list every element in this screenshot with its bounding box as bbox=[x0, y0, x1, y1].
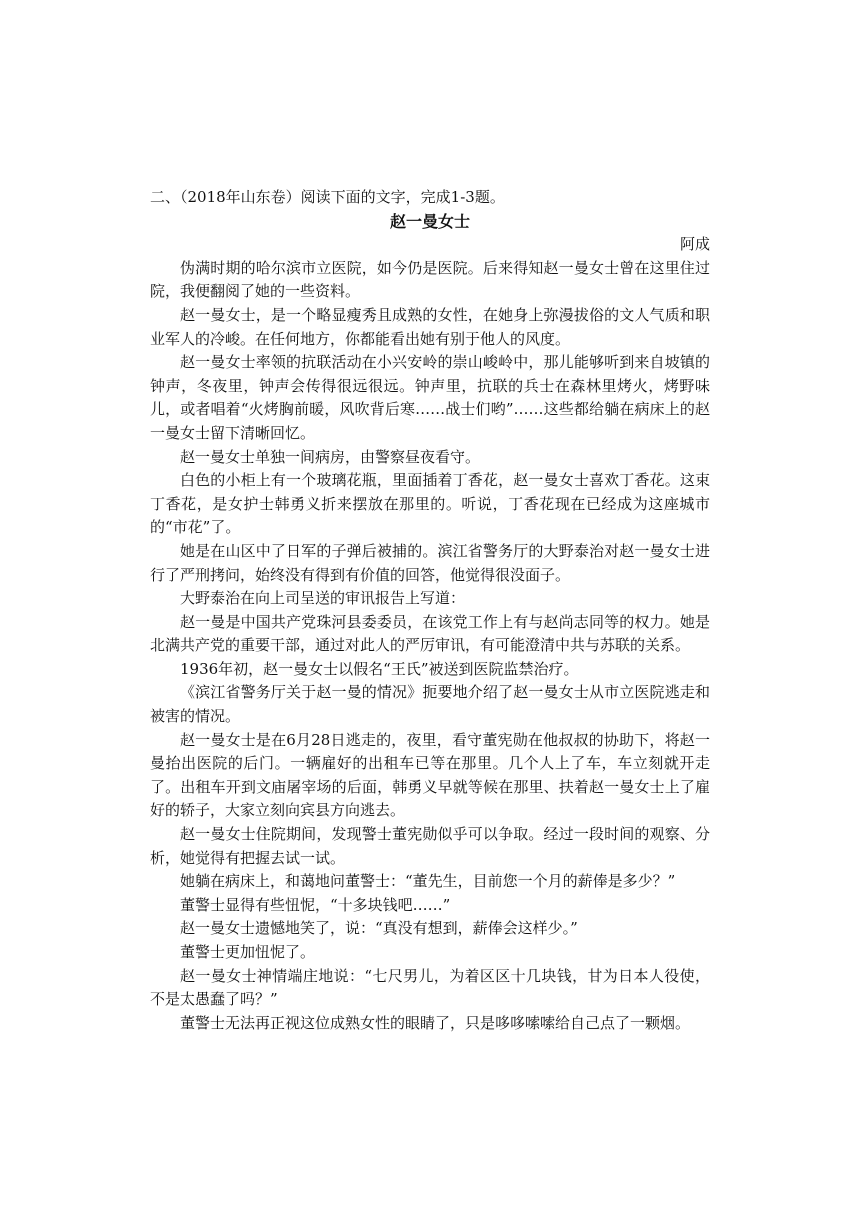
article-author: 阿成 bbox=[679, 235, 710, 254]
paragraph: 大野泰治在向上司呈送的审讯报告上写道： bbox=[180, 589, 466, 608]
paragraph: 赵一曼女士神情端庄地说：“七尺男儿，为着区区十几块钱，甘为日本人役使，不是太愚蠢了吗？” bbox=[150, 966, 710, 1009]
article-title: 赵一曼女士 bbox=[389, 211, 470, 231]
paragraph: 赵一曼女士，是一个略显瘦秀且成熟的女性，在她身上弥漫拔俗的文人气质和职业军人的冷峻。在任何地方，你都能看出她有别于他人的风度。 bbox=[150, 305, 710, 348]
paragraph: 赵一曼女士单独一间病房，由警察昼夜看守。 bbox=[180, 447, 481, 466]
paragraph: 她躺在病床上，和蔼地问董警士：“董先生，目前您一个月的薪俸是多少？” bbox=[180, 872, 676, 891]
document-page bbox=[150, 186, 710, 1035]
paragraph: 她是在山区中了日军的子弹后被捕的。滨江省警务厅的大野泰治对赵一曼女士进行了严刑拷问，始终没有得到有价值的回答，他觉得很没面子。 bbox=[150, 541, 710, 584]
paragraph: 董警士显得有些忸怩，“十多块钱吧……” bbox=[180, 895, 451, 914]
paragraph: 赵一曼女士遗憾地笑了，说：“真没有想到，薪俸会这样少。” bbox=[180, 919, 578, 938]
paragraph: 赵一曼女士率领的抗联活动在小兴安岭的崇山峻岭中，那儿能够听到来自坡镇的钟声，冬夜里，钟声会传得很远很远。钟声里，抗联的兵士在森林里烤火，烤野味儿，或者唱着“火烤胸前暖，风吹背后寒……战士们哟”……这些都给躺在病床上的赵一曼女士留下清晰回忆。 bbox=[150, 353, 710, 442]
question-heading: 二、（2018年山东卷）阅读下面的文字，完成1-3题。 bbox=[150, 188, 505, 206]
paragraph: 白色的小柜上有一个玻璃花瓶，里面插着丁香花，赵一曼女士喜欢丁香花。这束丁香花，是女护士韩勇义折来摆放在那里的。听说，丁香花现在已经成为这座城市的“市花”了。 bbox=[150, 471, 710, 537]
paragraph: 赵一曼是中国共产党珠河县委委员，在该党工作上有与赵尚志同等的权力。她是北满共产党的重要干部，通过对此人的严厉审讯，有可能澄清中共与苏联的关系。 bbox=[150, 612, 710, 655]
paragraph: 1936年初，赵一曼女士以假名“王氏”被送到医院监禁治疗。 bbox=[180, 659, 579, 678]
paragraph: 赵一曼女士住院期间，发现警士董宪勋似乎可以争取。经过一段时间的观察、分析，她觉得有把握去试一试。 bbox=[150, 825, 710, 867]
paragraph: 董警士更加忸怩了。 bbox=[180, 943, 316, 961]
paragraph: 伪满时期的哈尔滨市立医院，如今仍是医院。后来得知赵一曼女士曾在这里住过院，我便翻阅了她的一些资料。 bbox=[150, 258, 710, 301]
paragraph: 赵一曼女士是在6月28日逃走的，夜里，看守董宪勋在他叔叔的协助下，将赵一曼抬出医院的后门。一辆雇好的出租车已等在那里。几个人上了车，车立刻就开走了。出租车开到文庙屠宰场的后面，韩勇义早就等候在那里、扶着赵一曼女士上了雇好的轿子，大家立刻向宾县方向逃去。 bbox=[150, 730, 710, 820]
paragraph: 董警士无法再正视这位成熟女性的眼睛了，只是哆哆嗦嗦给自己点了一颗烟。 bbox=[180, 1013, 691, 1032]
paragraph: 《滨江省警务厅关于赵一曼的情况》扼要地介绍了赵一曼女士从市立医院逃走和被害的情况。 bbox=[150, 683, 710, 726]
